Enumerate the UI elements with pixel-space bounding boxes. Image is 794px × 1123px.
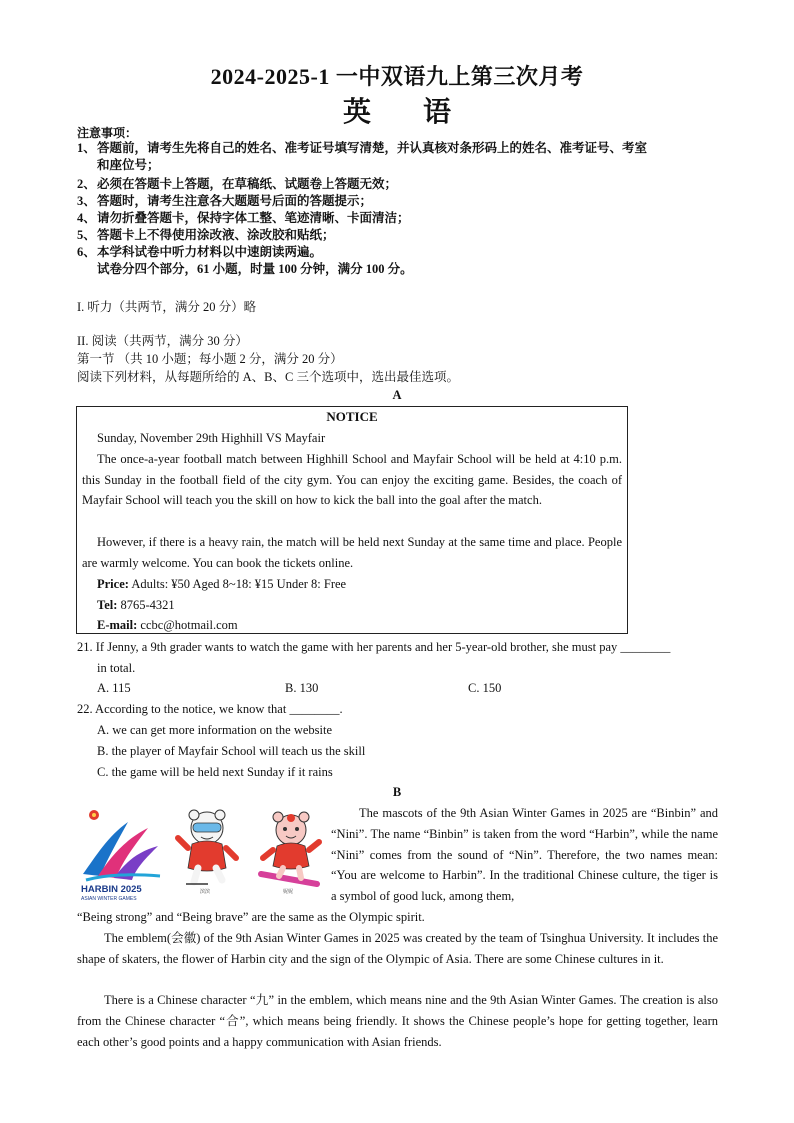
q21-option-a: A. 115 [97, 681, 131, 695]
passage-b-para-1: The mascots of the 9th Asian Winter Games in 2025 are “Binbin” and “Nini”. The name “Binbin” is taken from the word “Harbin”, while the name “Nini” comes from the sound of “Nin”. Therefore, the two names mean: “You are welcome to Harbin”. In the traditional Chinese culture, the tiger is a symbol of good luck, among them, [331, 806, 718, 904]
emblem-text-harbin: HARBIN 2025 [81, 884, 142, 895]
notice-title: NOTICE [326, 409, 378, 424]
note-item-2: 2、必须在答题卡上答题，在草稿纸、试题卷上答题无效； [77, 177, 398, 191]
emblem-text-games: ASIAN WINTER GAMES [81, 896, 137, 902]
notes-summary: 试卷分四个部分，61 小题，时量 100 分钟，满分 100 分。 [97, 262, 413, 276]
notice-para-1: The once-a-year football match between Highhill School and Mayfair School will be held at 4:10 p.m. this Sunday in the football field of the city gym. You can enjoy the exciting game. Besides, the coach of Mayfair School will teach you the skill on how to kick the ball into the goal after the match. [82, 452, 622, 508]
mascot-nini-caption: 妮妮 [283, 889, 294, 895]
section-reading-title: II. 阅读（共两节，满分 30 分） [77, 334, 248, 348]
asian-winter-games-emblem [78, 806, 163, 902]
passage-b-para-3: There is a Chinese character “九” in the emblem, which means nine and the 9th Asian Winter Games. The creation is also from the Chinese character “合”, which means being friendly. It shows the Chinese people’s hope for getting together, learn each other’s good points and a happy communication with Asian friends. [77, 993, 718, 1049]
q21-option-c: C. 150 [468, 681, 502, 695]
note-item-6: 6、本学科试卷中听力材料以中速朗读两遍。 [77, 245, 323, 259]
q22-option-c: C. the game will be held next Sunday if it rains [97, 765, 333, 779]
exam-title: 2024-2025-1 一中双语九上第三次月考 [210, 64, 584, 89]
emblem-flower-icon [89, 810, 99, 820]
passage-b-para-2: The emblem(会徽) of the 9th Asian Winter Games in 2025 was created by the team of Tsinghua University. It includes the shape of skaters, the flower of Harbin city and the sign of the Olympic of Asia. There are some Chinese cultures in it. [77, 931, 718, 966]
subject-title: 英语 [342, 97, 503, 128]
passage-b-para-1-cont: “Being strong” and “Being brave” are the same as the Olympic spirit. [77, 910, 425, 924]
note-item-1: 1、答题前，请考生先将自己的姓名、准考证号填写清楚，并认真核对条形码上的姓名、准考证号、考室 和座位号； [77, 141, 648, 172]
passage-a-label: A [392, 388, 402, 402]
notice-para-2: However, if there is a heavy rain, the match will be held next Sunday at the same time and place. People are warmly welcome. You can book the tickets online. [82, 535, 622, 570]
mascot-binbin-caption: 滨滨 [200, 889, 211, 895]
q22-option-b: B. the player of Mayfair School will teach us the skill [97, 744, 366, 758]
passage-b-label: B [392, 785, 402, 799]
mascot-nini [255, 808, 327, 890]
note-item-4: 4、请勿折叠答题卡，保持字体工整、笔迹清晰、卡面清洁； [77, 211, 410, 225]
section-reading-instruction: 阅读下列材料，从每题所给的 A、B、C 三个选项中，选出最佳选项。 [77, 370, 459, 384]
notice-date-line: Sunday, November 29th Highhill VS Mayfair [97, 431, 326, 445]
notice-email: E-mail: ccbc@hotmail.com [97, 618, 238, 632]
notice-tel: Tel: 8765-4321 [97, 598, 175, 612]
notes-heading: 注意事项： [77, 126, 138, 140]
section-reading-part: 第一节 （共 10 小题；每小题 2 分，满分 20 分） [77, 352, 343, 366]
notice-price: Price: Adults: ¥50 Aged 8~18: ¥15 Under 8: Free [97, 577, 347, 591]
note-item-3: 3、答题时，请考生注意各大题题号后面的答题提示； [77, 194, 373, 208]
question-22: 22. According to the notice, we know that ________. [77, 702, 343, 716]
section-listening: I. 听力（共两节，满分 20 分）略 [77, 300, 257, 314]
q21-option-b: B. 130 [285, 681, 319, 695]
note-item-5: 5、答题卡上不得使用涂改液、涂改胶和贴纸； [77, 228, 335, 242]
q22-option-a: A. we can get more information on the website [97, 723, 332, 737]
mascot-binbin [172, 808, 242, 888]
question-21: 21. If Jenny, a 9th grader wants to watch the game with her parents and her 5-year-old brother, she must pay ________ in total. [77, 640, 671, 675]
